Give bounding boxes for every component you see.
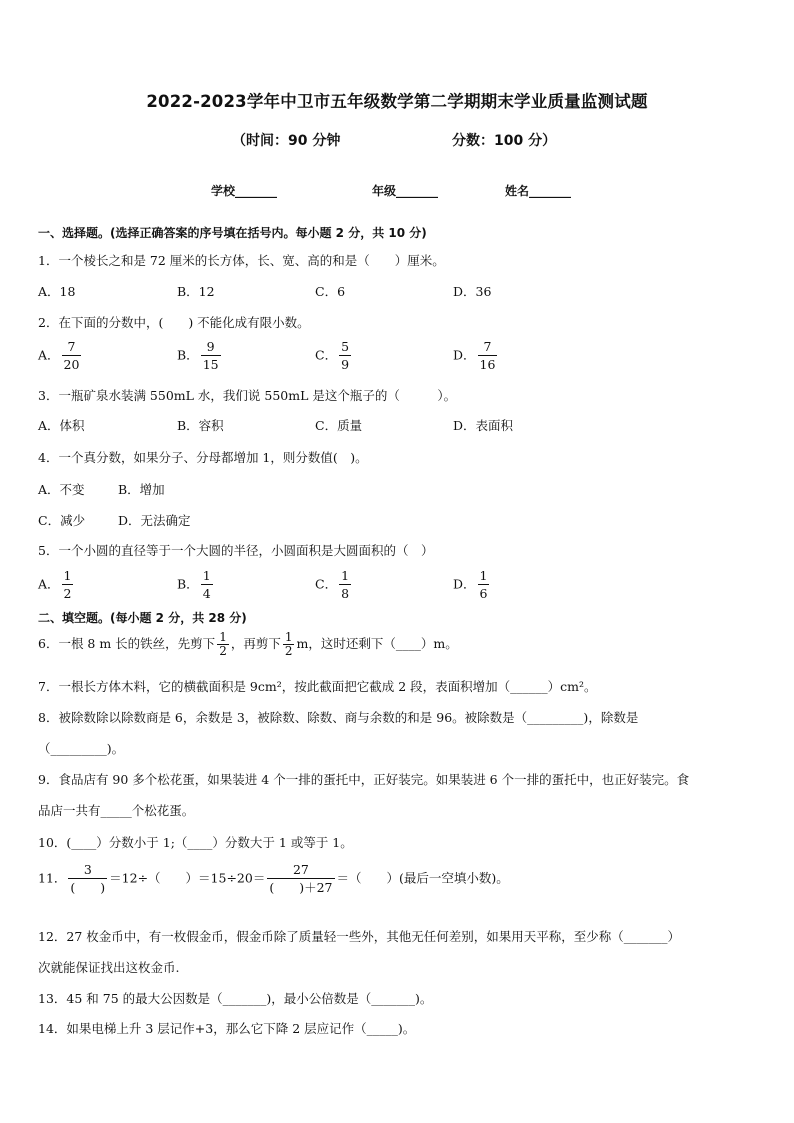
option-c: C．质量 — [315, 418, 363, 433]
numerator: 7 — [483, 339, 492, 354]
numerator: 7 — [67, 339, 76, 354]
numerator: 3 — [83, 862, 92, 877]
numerator: 1 — [202, 568, 211, 583]
question-8-line-2: （_________)。 — [38, 741, 125, 756]
option-b: B．容积 — [177, 418, 224, 433]
question-text: ，再剪下 — [230, 636, 281, 651]
question-1: 1．一个棱长之和是 72 厘米的长方体，长、宽、高的和是（ ）厘米。 — [38, 253, 445, 268]
option-c — [315, 567, 353, 603]
option-c — [315, 338, 353, 374]
option-b — [177, 338, 223, 374]
question-text: ＝12÷（ ）＝15÷20＝ — [109, 870, 266, 886]
question-4: 4．一个真分数，如果分子、分母都增加 1，则分数值( )。 — [38, 450, 368, 465]
option-label: B． — [177, 576, 199, 592]
option-label: C． — [315, 576, 338, 592]
question-12-line-2: 次就能保证找出这枚金币. — [38, 960, 180, 975]
option-a: A．体积 — [38, 418, 85, 433]
option-label: D． — [453, 576, 476, 592]
option-a — [38, 338, 83, 374]
option-b: B．增加 — [118, 482, 165, 497]
question-11 — [38, 861, 509, 897]
denominator: 9 — [341, 357, 350, 372]
numerator: 1 — [479, 568, 488, 583]
denominator: 2 — [63, 586, 72, 601]
option-c: C．减少 — [38, 513, 86, 528]
denominator: 8 — [341, 586, 350, 601]
numerator: 1 — [341, 568, 350, 583]
fraction — [478, 567, 490, 603]
question-6 — [38, 631, 458, 658]
option-label: D． — [453, 347, 476, 363]
question-9-line-2: 品店一共有_____个松花蛋。 — [38, 803, 195, 818]
grade-field: 年级_______ — [372, 184, 439, 198]
question-text: m，这时还剩下（____）m。 — [296, 636, 458, 651]
option-label: A． — [38, 576, 60, 592]
numerator: 5 — [341, 339, 350, 354]
fraction — [283, 631, 295, 658]
fraction — [201, 338, 221, 374]
question-7: 7．一根长方体木料，它的横截面积是 9cm²，按此截面把它截成 2 段，表面积增加（______）cm²。 — [38, 679, 597, 694]
question-14: 14．如果电梯上升 3 层记作+3，那么它下降 2 层应记作（_____)。 — [38, 1021, 416, 1036]
option-a: A．不变 — [38, 482, 85, 497]
numerator: 1 — [219, 630, 227, 644]
fraction — [339, 338, 351, 374]
option-label: A． — [38, 347, 60, 363]
option-label: B． — [177, 347, 199, 363]
denominator: 20 — [63, 357, 80, 372]
denominator: 4 — [202, 586, 211, 601]
section-title: 二、填空题。(每小题 2 分，共 28 分) — [38, 611, 247, 625]
numerator: 1 — [63, 568, 72, 583]
option-d — [453, 338, 499, 374]
option-b — [177, 567, 215, 603]
question-13: 13．45 和 75 的最大公因数是（_______)，最小公倍数是（_______)。 — [38, 991, 433, 1006]
fraction — [62, 567, 74, 603]
question-8-line-1: 8．被除数除以除数商是 6，余数是 3，被除数、除数、商与余数的和是 96。被除数是（_________)，除数是 — [38, 710, 639, 725]
denominator: 15 — [202, 357, 219, 372]
option-d: D．表面积 — [453, 418, 514, 433]
denominator: 2 — [284, 644, 293, 658]
option-d — [453, 567, 491, 603]
option-a — [38, 567, 75, 603]
name-field: 姓名_______ — [505, 184, 572, 198]
section-title: 一、选择题。(选择正确答案的序号填在括号内。每小题 2 分，共 10 分) — [38, 226, 427, 240]
denominator: ( ) — [70, 880, 106, 895]
numerator: 9 — [206, 339, 215, 354]
numerator: 27 — [292, 862, 309, 877]
question-10: 10．(____）分数小于 1;（____）分数大于 1 或等于 1。 — [38, 835, 353, 850]
question-2: 2．在下面的分数中，( ) 不能化成有限小数。 — [38, 315, 310, 330]
question-text: ＝（ ）(最后一空填小数)。 — [336, 870, 509, 886]
denominator: 16 — [479, 357, 496, 372]
fraction — [68, 861, 107, 897]
question-5: 5．一个小圆的直径等于一个大圆的半径，小圆面积是大圆面积的（ ） — [38, 543, 434, 558]
school-field: 学校_______ — [211, 184, 278, 198]
fraction — [339, 567, 351, 603]
option-a: A．18 — [38, 284, 76, 299]
question-12-line-1: 12．27 枚金币中，有一枚假金币，假金币除了质量轻一些外，其他无任何差别，如果用天平称，至少称（_______） — [38, 929, 681, 944]
option-c: C．6 — [315, 284, 346, 299]
option-d: D．无法确定 — [118, 513, 191, 528]
numerator: 1 — [284, 630, 293, 644]
fraction — [62, 338, 82, 374]
fraction — [267, 861, 334, 897]
question-9-line-1: 9．食品店有 90 多个松花蛋，如果装进 4 个一排的蛋托中，正好装完。如果装进 6 个一排的蛋托中，也正好装完。食 — [38, 772, 690, 787]
question-number: 11． — [38, 870, 67, 886]
denominator: ( )＋27 — [269, 880, 333, 895]
fraction — [217, 631, 229, 658]
option-b: B．12 — [177, 284, 215, 299]
fraction — [201, 567, 213, 603]
page-title: 2022-2023学年中卫市五年级数学第二学期期末学业质量监测试题 — [146, 92, 648, 111]
denominator: 2 — [219, 644, 227, 658]
exam-time: （时间：90 分钟 — [232, 133, 341, 149]
question-3: 3．一瓶矿泉水装满 550mL 水，我们说 550mL 是这个瓶子的（ ）。 — [38, 388, 457, 403]
question-text: 6．一根 8 m 长的铁丝，先剪下 — [38, 636, 216, 651]
option-d: D．36 — [453, 284, 492, 299]
exam-score: 分数：100 分） — [452, 133, 557, 149]
option-label: C． — [315, 347, 338, 363]
fraction — [478, 338, 498, 374]
denominator: 6 — [479, 586, 488, 601]
